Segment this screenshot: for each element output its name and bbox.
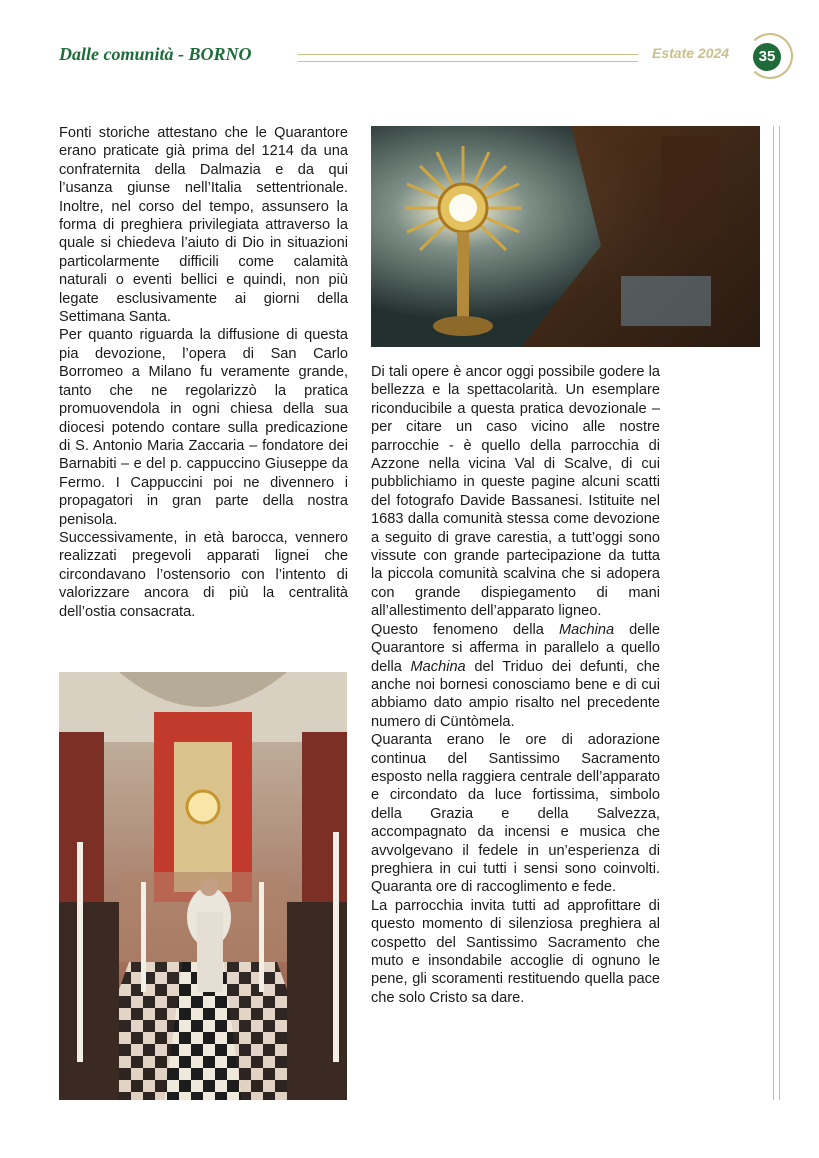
italic-term: Machina (558, 621, 615, 638)
text-run: del Triduo dei defunti, che anche noi bornesi conosciamo bene e di cui abbiamo dato ampio risalto nel precedente numero di Cüntòmela. (371, 658, 660, 730)
right-column (371, 363, 660, 1007)
italic-term: Machina (410, 658, 466, 675)
page-number-badge (747, 33, 791, 77)
text-run: Questo fenomeno della (371, 621, 559, 638)
paragraph: Successivamente, in età barocca, vennero realizzati pregevoli apparati lignei che circondavano l’ostensorio con l’intento di valorizzare ancora di più la centralità dell’ostia consacrata. (59, 529, 348, 620)
paragraph: La parrocchia invita tutti ad approfittare di questo momento di silenziosa preghiera al cospetto del Santissimo Sacramento che muto e insondabile accoglie di ognuno le pene, gli scoramenti restituendo quella pace che solo Cristo sa dare. (371, 897, 660, 1006)
section-title: Dalle comunità - BORNO (59, 44, 252, 64)
side-rule (773, 126, 780, 1100)
paragraph: Fonti storiche attestano che le Quarantore erano praticate già prima del 1214 da una confraternita della Dalmazia e da qui l’usanza giunse nell’Italia settentrionale. Inoltre, nel corso del tempo, assunsero la forma di preghiera privilegiata attraverso la quale si chiedeva l’aiuto di Dio in situazioni particolarmente difficili come calamità naturali o eventi bellici e quindi, non più legate esclusivamente ai giorni della Settimana Santa. (59, 125, 348, 326)
church-interior-photo (59, 672, 347, 1100)
issue-label: Estate 2024 (652, 45, 730, 61)
text-run: delle Quarantore si afferma in parallelo a quello della (371, 621, 660, 675)
monstrance-photo (371, 126, 760, 347)
paragraph (371, 621, 660, 731)
left-column (59, 124, 348, 621)
paragraph: Di tali opere è ancor oggi possibile godere la bellezza e la spettacolarità. Un esemplare riconducibile a questa pratica devozionale – per citare un caso vicino alle nostre parrocchie - è quello della parrocchia di Azzone nella vicina Val di Scalve, di cui pubblichiamo in queste pagine alcuni scatti del fotografo Davide Bassanesi. Istituite nel 1683 dalla comunità stessa come devozione a seguito di grave carestia, a tutt’oggi sono vissute con grande partecipazione da tutta la piccola comunità scalvina che si adopera con grande dispiegamento di mani all’allestimento dell’apparato ligneo. (371, 364, 660, 620)
header-rule (298, 54, 638, 62)
paragraph: Quaranta erano le ore di adorazione continua del Santissimo Sacramento esposto nella raggiera centrale dell’apparato e circondato da luce fortissima, simbolo della Grazia e della Salvezza, accompagnato da incensi e musica che avvolgevano il fedele in un’esperienza di preghiera in cui tutti i sensi sono coinvolti. Quaranta ore di raccoglimento e fede. (371, 732, 660, 896)
page-number: 35 (753, 43, 781, 71)
paragraph: Per quanto riguarda la diffusione di questa pia devozione, l’opera di San Carlo Borromeo a Milano fu veramente grande, tanto che ne regolarizzò la pratica promuovendola in ogni chiesa della sua diocesi potendo contare sulla predicazione di S. Antonio Maria Zaccaria – fondatore dei Barnabiti – e del p. cappuccino Giuseppe da Fermo. I Cappuccini poi ne divennero i propagatori in gran parte della nostra penisola. (59, 327, 348, 528)
